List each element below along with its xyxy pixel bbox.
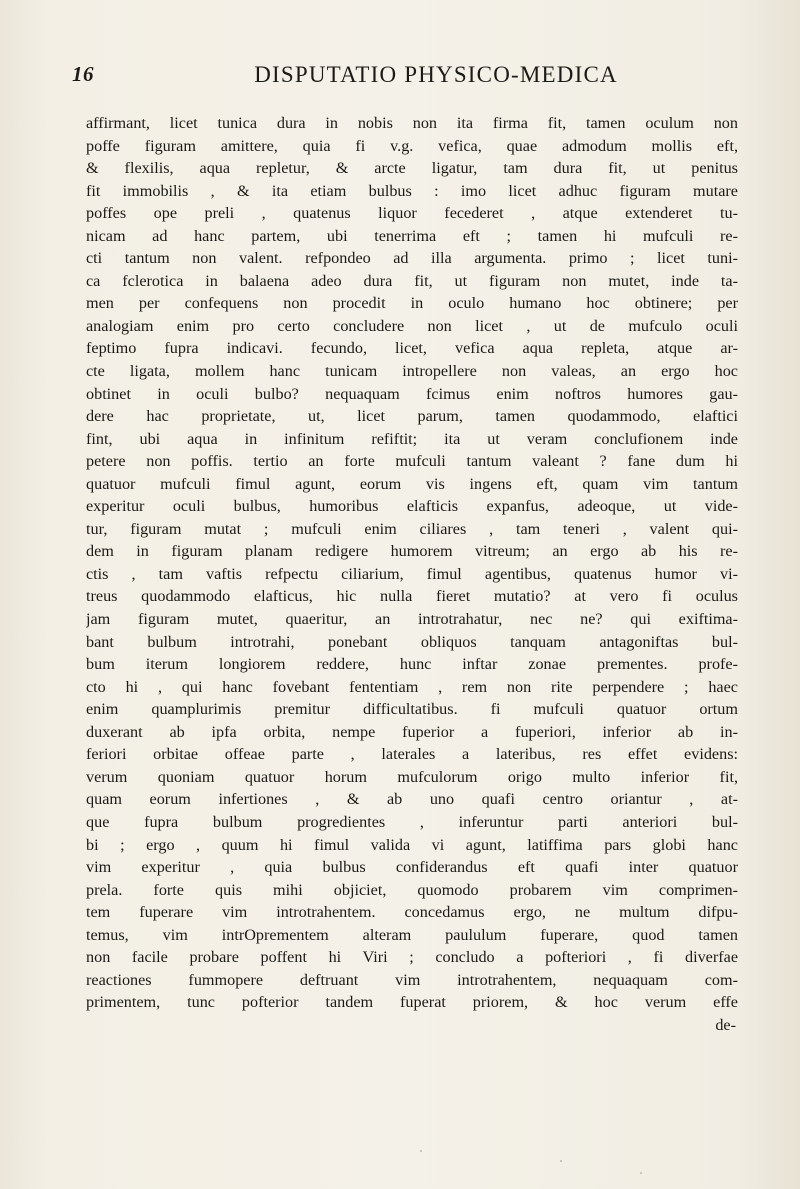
text-line: affirmant, licet tunica dura in nobis non ita firma fit, tamen oculum non [86,114,738,132]
text-line: cto hi , qui hanc fovebant fententiam , rem non rite perpendere ; haec [86,677,738,696]
text-line: enim quamplurimis premitur difficultatibus. fi mufculi quatuor ortum [86,700,738,719]
text-line: vim experitur , quia bulbus confiderandus eft quafi inter quatuor [86,858,738,877]
text-line: ca fclerotica in balaena adeo dura fit, ut figuram non mutet, inde ta- [86,271,738,290]
text-line: tem fuperare vim introtrahentem. concedamus ergo, ne multum difpu- [86,903,738,922]
paper-speck [640,1172,642,1174]
text-line: bi ; ergo , quum hi fimul valida vi agunt, latiffima pars globi hanc [86,835,738,854]
text-line: poffe figuram amittere, quia fi v.g. vefica, quae admodum mollis eft, [86,136,738,155]
text-line: men per confequens non procedit in oculo humano hoc obtinere; per [86,294,738,313]
text-line: bum iterum longiorem reddere, hunc inftar zonae prementes. profe- [86,655,738,674]
page-header [72,62,742,96]
text-line: prela. forte quis mihi objiciet, quomodo probarem vim comprimen- [86,880,738,899]
text-line: obtinet in oculi bulbo? nequaquam fcimus enim noftros humores gau- [86,384,738,403]
text-line: ctis , tam vaftis refpectu ciliarium, fimul agentibus, quatenus humor vi- [86,564,738,583]
paper-speck [420,1150,422,1152]
text-line: treus quodammodo elafticus, hic nulla fieret mutatio? at vero fi oculus [86,587,738,606]
text-line: & flexilis, aqua repletur, & arcte ligatur, tam dura fit, ut penitus [86,159,738,178]
text-line: feptimo fupra indicavi. fecundo, licet, vefica aqua repleta, atque ar- [86,339,738,358]
text-line: quam eorum infertiones , & ab uno quafi centro oriantur , at- [86,790,738,809]
text-line: jam figuram mutet, quaeritur, an introtrahatur, nec ne? qui exiftima- [86,610,738,629]
text-line: temus, vim intrOprementem alteram paululum fuperare, quod tamen [86,925,738,944]
text-line: petere non poffis. tertio an forte mufculi tantum valeant ? fane dum hi [86,452,738,471]
text-line: quatuor mufculi fimul agunt, eorum vis ingens eft, quam vim tantum [86,474,738,493]
text-line: que fupra bulbum progredientes , inferuntur parti anteriori bul- [86,812,738,831]
body-text [86,112,738,1036]
text-line: dem in figuram planam redigere humorem vitreum; an ergo ab his re- [86,542,738,561]
text-line: poffes ope preli , quatenus liquor fecederet , atque extenderet tu- [86,204,738,223]
text-line: tur, figuram mutat ; mufculi enim ciliares , tam teneri , valent qui- [86,519,738,538]
text-line: fint, ubi aqua in infinitum refiftit; ita ut veram conclufionem inde [86,429,738,448]
text-line: non facile probare poffent hi Viri ; concludo a pofteriori , fi diverfae [86,948,738,967]
text-line: dere hac proprietate, ut, licet parum, tamen quodammodo, elaftici [86,407,738,426]
page-number: 16 [72,62,94,86]
running-title: DISPUTATIO PHYSICO-MEDICA [254,62,618,87]
text-line: fit immobilis , & ita etiam bulbus : imo licet adhuc figuram mutare [86,181,738,200]
text-line: experitur oculi bulbus, humoribus elafticis expanfus, adeoque, ut vide- [86,497,738,516]
text-line: cte ligata, mollem hanc tunicam intropellere non valeas, an ergo hoc [86,362,738,381]
text-line: nicam ad hanc partem, ubi tenerrima eft ; tamen hi mufculi re- [86,226,738,245]
text-line: feriori orbitae offeae parte , laterales a lateribus, res effet evidens: [86,745,738,764]
text-line: de- [715,1015,736,1034]
text-line: duxerant ab ipfa orbita, nempe fuperior a fuperiori, inferior ab in- [86,722,738,741]
text-line: verum quoniam quatuor horum mufculorum origo multo inferior fit, [86,767,738,786]
text-line: reactiones fummopere deftruant vim introtrahentem, nequaquam com- [86,970,738,989]
text-line: primentem, tunc pofterior tandem fuperat priorem, & hoc verum effe [86,993,738,1012]
paper-speck [560,1160,562,1162]
text-line: cti tantum non valent. refpondeo ad illa argumenta. primo ; licet tuni- [86,249,738,268]
text-line: analogiam enim pro certo concludere non licet , ut de mufculo oculi [86,316,738,335]
text-line: bant bulbum introtrahi, ponebant obliquos tanquam antagoniftas bul- [86,632,738,651]
